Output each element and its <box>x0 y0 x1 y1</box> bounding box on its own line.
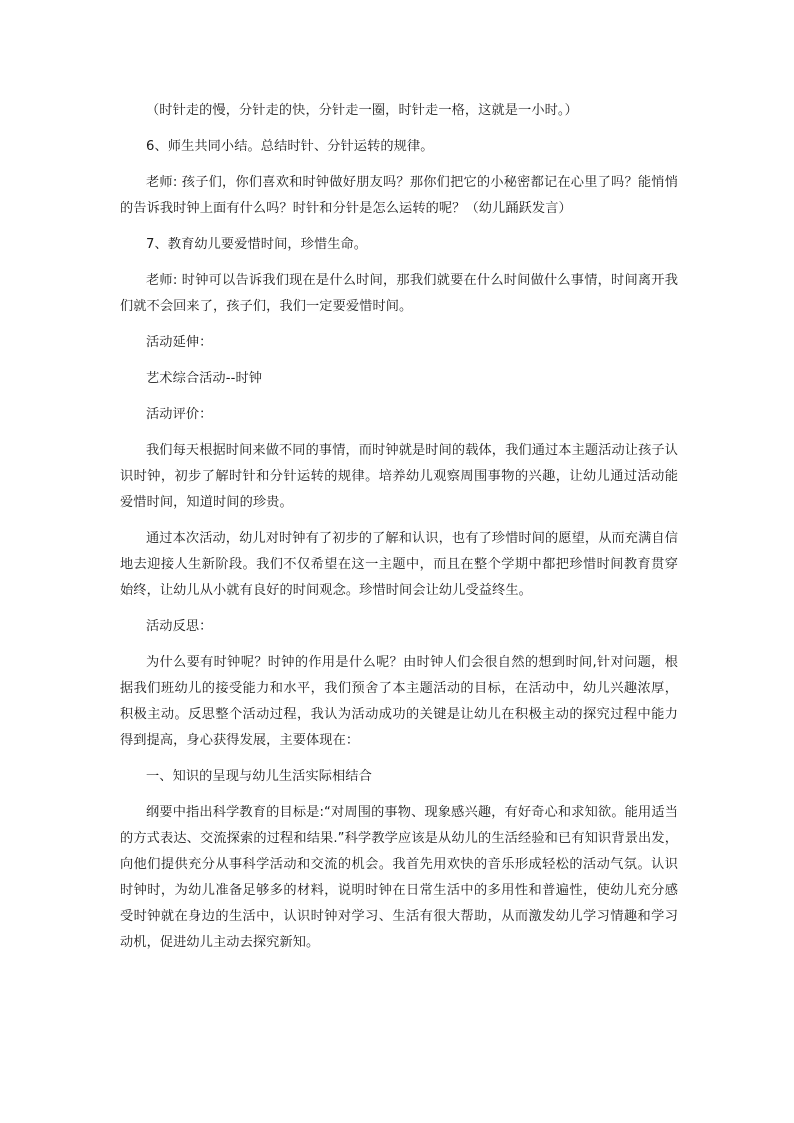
heading-activity-reflection: 活动反思： <box>146 619 213 634</box>
heading-activity-evaluation: 活动评价： <box>146 407 213 422</box>
paragraph-reflection: 为什么要有时钟呢？时钟的作用是什么呢？由时钟人们会很自然的想到时间,针对问题，根据我们班幼儿的接受能力和水平，我们预舍了本主题活动的目标，在活动中，幼儿兴趣浓厚，积极主动。反思整个活动过程，我认为活动成功的关键是让幼儿在积极主动的探究过程中能力得到提高，身心获得发展，主要体现在： <box>120 655 678 748</box>
paragraph-evaluation-1: 我们每天根据时间来做不同的事情，而时钟就是时间的载体，我们通过本主题活动让孩子认识时钟，初步了解时针和分针运转的规律。培养幼儿观察周围事物的兴趣，让幼儿通过活动能爱惜时间，知道时间的珍贵。 <box>120 443 678 510</box>
paragraph-teacher-question: 老师: 孩子们，你们喜欢和时钟做好朋友吗？那你们把它的小秘密都记在心里了吗？能悄悄的告诉我时钟上面有什么吗？时针和分针是怎么运转的呢？（幼儿踊跃发言） <box>120 175 678 216</box>
paragraph-step-7: 7、教育幼儿要爱惜时间，珍惜生命。 <box>146 237 368 252</box>
paragraph-step-6: 6、师生共同小结。总结时针、分针运转的规律。 <box>146 139 434 154</box>
heading-activity-extension: 活动延伸： <box>146 335 213 350</box>
paragraph-evaluation-2: 通过本次活动，幼儿对时钟有了初步的了解和认识，也有了珍惜时间的愿望，从而充满自信地去迎接人生新阶段。我们不仅希望在这一主题中，而且在整个学期中都把珍惜时间教育贯穿始终，让幼儿从小就有良好的时间观念。珍惜时间会让幼儿受益终生。 <box>120 531 678 598</box>
paragraph-clock-speed: （时针走的慢，分针走的快，分针走一圈，时针走一格，这就是一小时。） <box>146 103 578 118</box>
heading-knowledge-life: 一、知识的呈现与幼儿生活实际相结合 <box>146 769 372 784</box>
paragraph-guideline: 纲要中指出科学教育的目标是:“对周围的事物、现象感兴趣，有好奇心和求知欲。能用适当的方式表达、交流探索的过程和结果.”科学教学应该是从幼儿的生活经验和已有知识背景出发，向他们提供充分从事科学活动和交流的机会。我首先用欢快的音乐形成轻松的活动气氛。认识时钟时，为幼儿准备足够多的材料，说明时钟在日常生活中的多用性和普遍性，使幼儿充分感受时钟就在身边的生活中，认识时钟对学习、生活有很大帮助，从而激发幼儿学习情趣和学习动机，促进幼儿主动去探究新知。 <box>120 805 678 950</box>
paragraph-teacher-time: 老师: 时钟可以告诉我们现在是什么时间，那我们就要在什么时间做什么事情，时间离开我们就不会回来了，孩子们，我们一定要爱惜时间。 <box>120 273 678 314</box>
paragraph-art-activity: 艺术综合活动--时钟 <box>146 371 263 386</box>
document-body <box>120 98 678 966</box>
